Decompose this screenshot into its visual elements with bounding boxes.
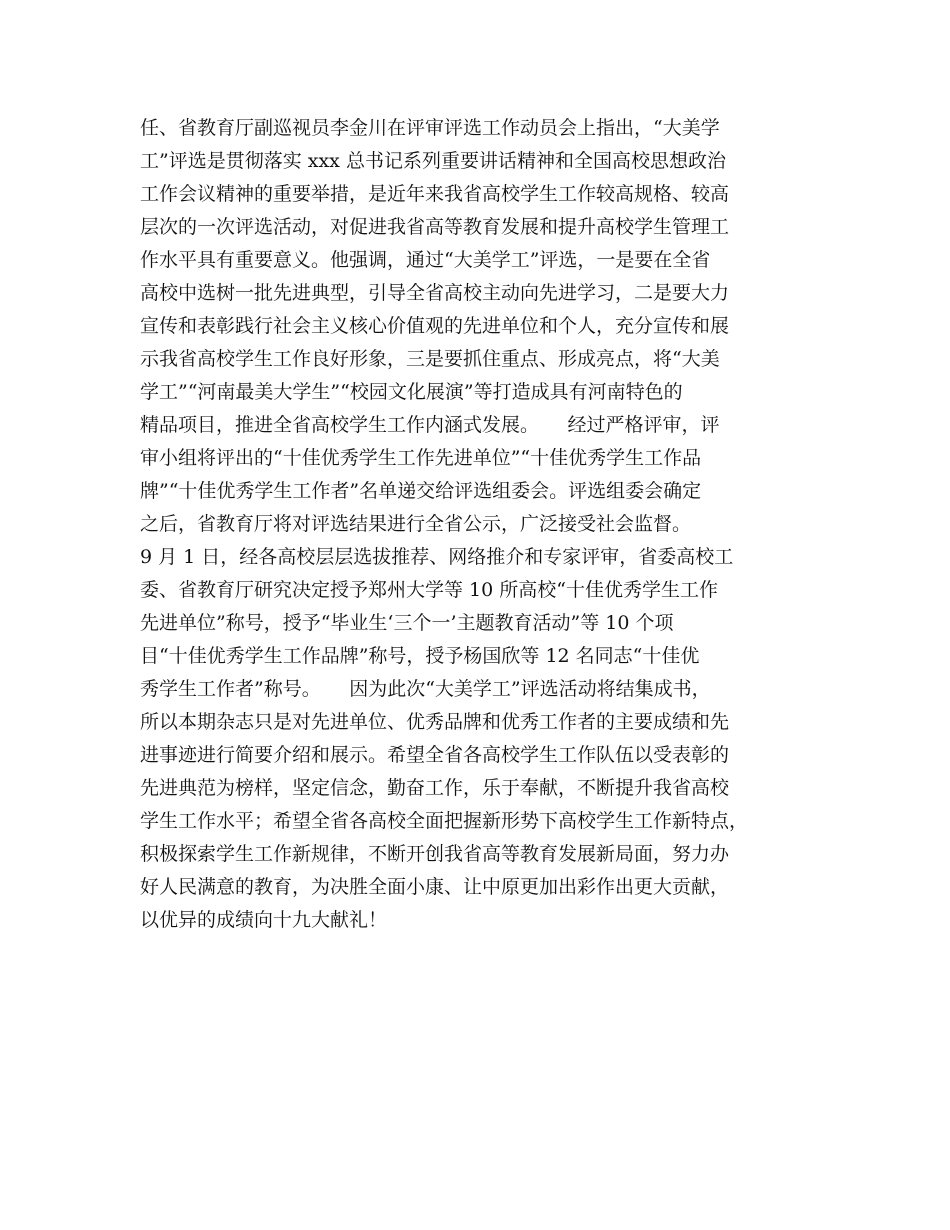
text-line: 高校中选树一批先进典型，引导全省高校主动向先进学习，二是要大力 <box>140 282 730 304</box>
text-line: 积极探索学生工作新规律，不断开创我省高等教育发展新局面，努力办 <box>140 843 730 865</box>
text-line: 工作会议精神的重要举措，是近年来我省高校学生工作较高规格、较高 <box>140 183 730 205</box>
text-line: 作水平具有重要意义。他强调，通过“大美学工”评选，一是要在全省 <box>140 249 711 271</box>
text-line: 牌”“十佳优秀学生工作者”名单递交给评选组委会。评选组委会确定 <box>140 480 702 502</box>
text-line: 学生工作水平；希望全省各高校全面把握新形势下高校学生工作新特点， <box>140 810 749 832</box>
text-line: 层次的一次评选活动，对促进我省高等教育发展和提升高校学生管理工 <box>140 216 730 238</box>
text-line: 目“十佳优秀学生工作品牌”称号，授予杨国欣等 12 名同志“十佳优 <box>140 645 700 667</box>
text-line: 之后，省教育厅将对评选结果进行全省公示，广泛接受社会监督。 <box>140 513 692 535</box>
text-line: 学工”“河南最美大学生”“校园文化展演”等打造成具有河南特色的 <box>140 381 683 403</box>
text-line: 宣传和表彰践行社会主义核心价值观的先进单位和个人，充分宣传和展 <box>140 315 730 337</box>
text-line: 以优异的成绩向十九大献礼！ <box>140 909 388 931</box>
text-line: 示我省高校学生工作良好形象，三是要抓住重点、形成亮点，将“大美 <box>140 348 720 370</box>
body-text <box>140 112 820 937</box>
text-line: 先进典范为榜样，坚定信念，勤奋工作，乐于奉献，不断提升我省高校 <box>140 777 730 799</box>
text-line: 审小组将评出的“十佳优秀学生工作先进单位”“十佳优秀学生工作品 <box>140 447 702 469</box>
text-line: 9 月 1 日，经各高校层层选拔推荐、网络推介和专家评审，省委高校工 <box>140 546 734 568</box>
text-line: 工”评选是贯彻落实 xxx 总书记系列重要讲话精神和全国高校思想政治 <box>140 150 726 172</box>
text-line: 好人民满意的教育，为决胜全面小康、让中原更加出彩作出更大贡献， <box>140 876 730 898</box>
text-line: 精品项目，推进全省高校学生工作内涵式发展。 经过严格评审，评 <box>140 414 720 436</box>
text-line: 任、省教育厅副巡视员李金川在评审评选工作动员会上指出，“大美学 <box>140 117 720 139</box>
text-line: 委、省教育厅研究决定授予郑州大学等 10 所高校“十佳优秀学生工作 <box>140 579 718 601</box>
text-line: 所以本期杂志只是对先进单位、优秀品牌和优秀工作者的主要成绩和先 <box>140 711 730 733</box>
text-line: 先进单位”称号，授予“毕业生‘三个一’主题教育活动”等 10 个项 <box>140 612 674 634</box>
text-line: 进事迹进行简要介绍和展示。希望全省各高校学生工作队伍以受表彰的 <box>140 744 730 766</box>
text-line: 秀学生工作者”称号。 因为此次“大美学工”评选活动将结集成书， <box>140 678 711 700</box>
